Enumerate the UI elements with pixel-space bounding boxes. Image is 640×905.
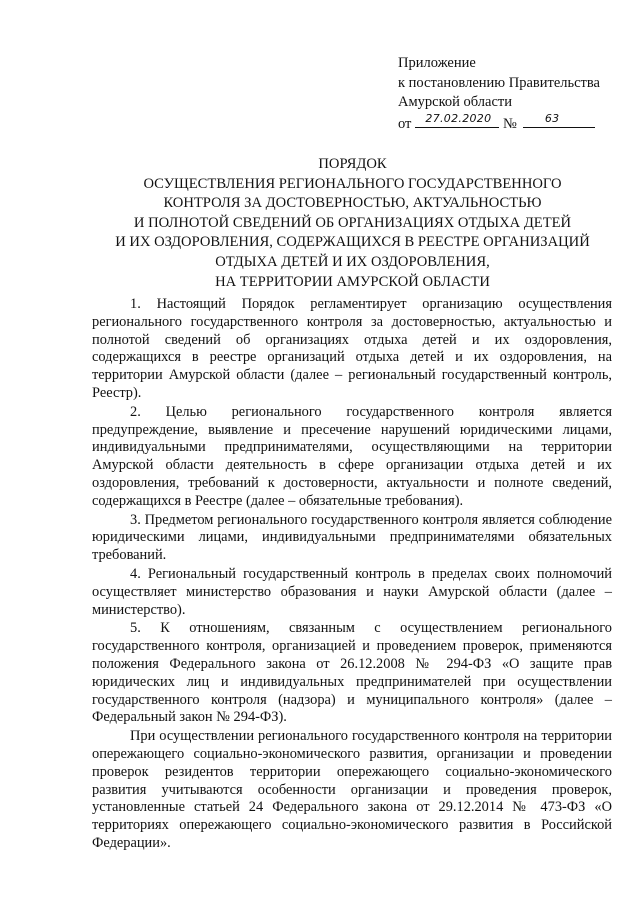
title-line-6: ОТДЫХА ДЕТЕЙ И ИХ ОЗДОРОВЛЕНИЯ, xyxy=(215,253,490,270)
appendix-block xyxy=(398,54,633,134)
paragraph-1: 1. Настоящий Порядок регламентирует организацию осуществления регионального государственного контроля за достоверностью, актуальностью и полнотой сведений об организациях отдыха детей и их оздоровления, содержащихся в реестре организаций отдыха детей и их оздоровления, на территории Амурской области (далее – региональный государственный контроль, Реестр). xyxy=(92,296,612,401)
date-field xyxy=(415,113,499,128)
title-line-2: ОСУЩЕСТВЛЕНИЯ РЕГИОНАЛЬНОГО ГОСУДАРСТВЕННОГО xyxy=(143,175,562,192)
document-body xyxy=(92,296,612,853)
title-line-5: И ИХ ОЗДОРОВЛЕНИЯ, СОДЕРЖАЩИХСЯ В РЕЕСТРЕ ОРГАНИЗАЦИЙ xyxy=(115,234,590,251)
document-title xyxy=(70,155,635,292)
paragraph-6: При осуществлении регионального государственного контроля на территории опережающего социально-экономического развития, организации и проведении проверок резидентов территории опережающего социально-экономического развития учитываются особенности организации и проведения проверок, установленные статьей 24 Федерального закона от 29.12.2014 № 473-ФЗ «О территориях опережающего социально-экономического развития в Российской Федерации». xyxy=(92,728,612,851)
handwritten-date: 27.02.2020 xyxy=(425,112,492,125)
number-field xyxy=(523,113,595,128)
paragraph-5: 5. К отношениям, связанным с осуществлением регионального государственного контроля, организацией и проведением проверок, применяются положения Федерального закона от 26.12.2008 № 294-ФЗ «О защите прав юридических лиц и индивидуальных предпринимателей при осуществлении государственного контроля (надзора) и муниципального контроля» (далее – Федеральный закон № 294-ФЗ). xyxy=(92,620,612,726)
date-prefix: от xyxy=(398,115,412,132)
title-line-1: ПОРЯДОК xyxy=(318,156,387,172)
title-line-4: И ПОЛНОТОЙ СВЕДЕНИЙ ОБ ОРГАНИЗАЦИЯХ ОТДЫХА ДЕТЕЙ xyxy=(133,214,572,231)
title-line-3: КОНТРОЛЯ ЗА ДОСТОВЕРНОСТЬЮ, АКТУАЛЬНОСТЬЮ xyxy=(163,195,542,212)
number-prefix: № xyxy=(503,115,517,132)
title-line-7: НА ТЕРРИТОРИИ АМУРСКОЙ ОБЛАСТИ xyxy=(215,273,490,290)
appendix-date-row xyxy=(398,113,633,135)
handwritten-number: 63 xyxy=(544,112,560,125)
paragraph-3: 3. Предметом регионального государственного контроля является соблюдение юридическими лицами, индивидуальными предпринимателями обязательных требований. xyxy=(92,511,612,564)
appendix-line-3: Амурской области xyxy=(398,94,512,110)
appendix-line-1: Приложение xyxy=(398,55,476,71)
paragraph-2: 2. Целью регионального государственного контроля является предупреждение, выявление и пресечение нарушений юридическими лицами, индивидуальными предпринимателями, осуществляющими на территории Амурской области деятельность в сфере организации отдыха детей и их оздоровления, требований к достоверности, актуальности и полноте сведений, содержащихся в Реестре (далее – обязательные требования). xyxy=(92,403,612,509)
paragraph-4: 4. Региональный государственный контроль в пределах своих полномочий осуществляет министерство образования и науки Амурской области (далее – министерство). xyxy=(92,565,612,618)
appendix-line-2: к постановлению Правительства xyxy=(398,74,600,91)
